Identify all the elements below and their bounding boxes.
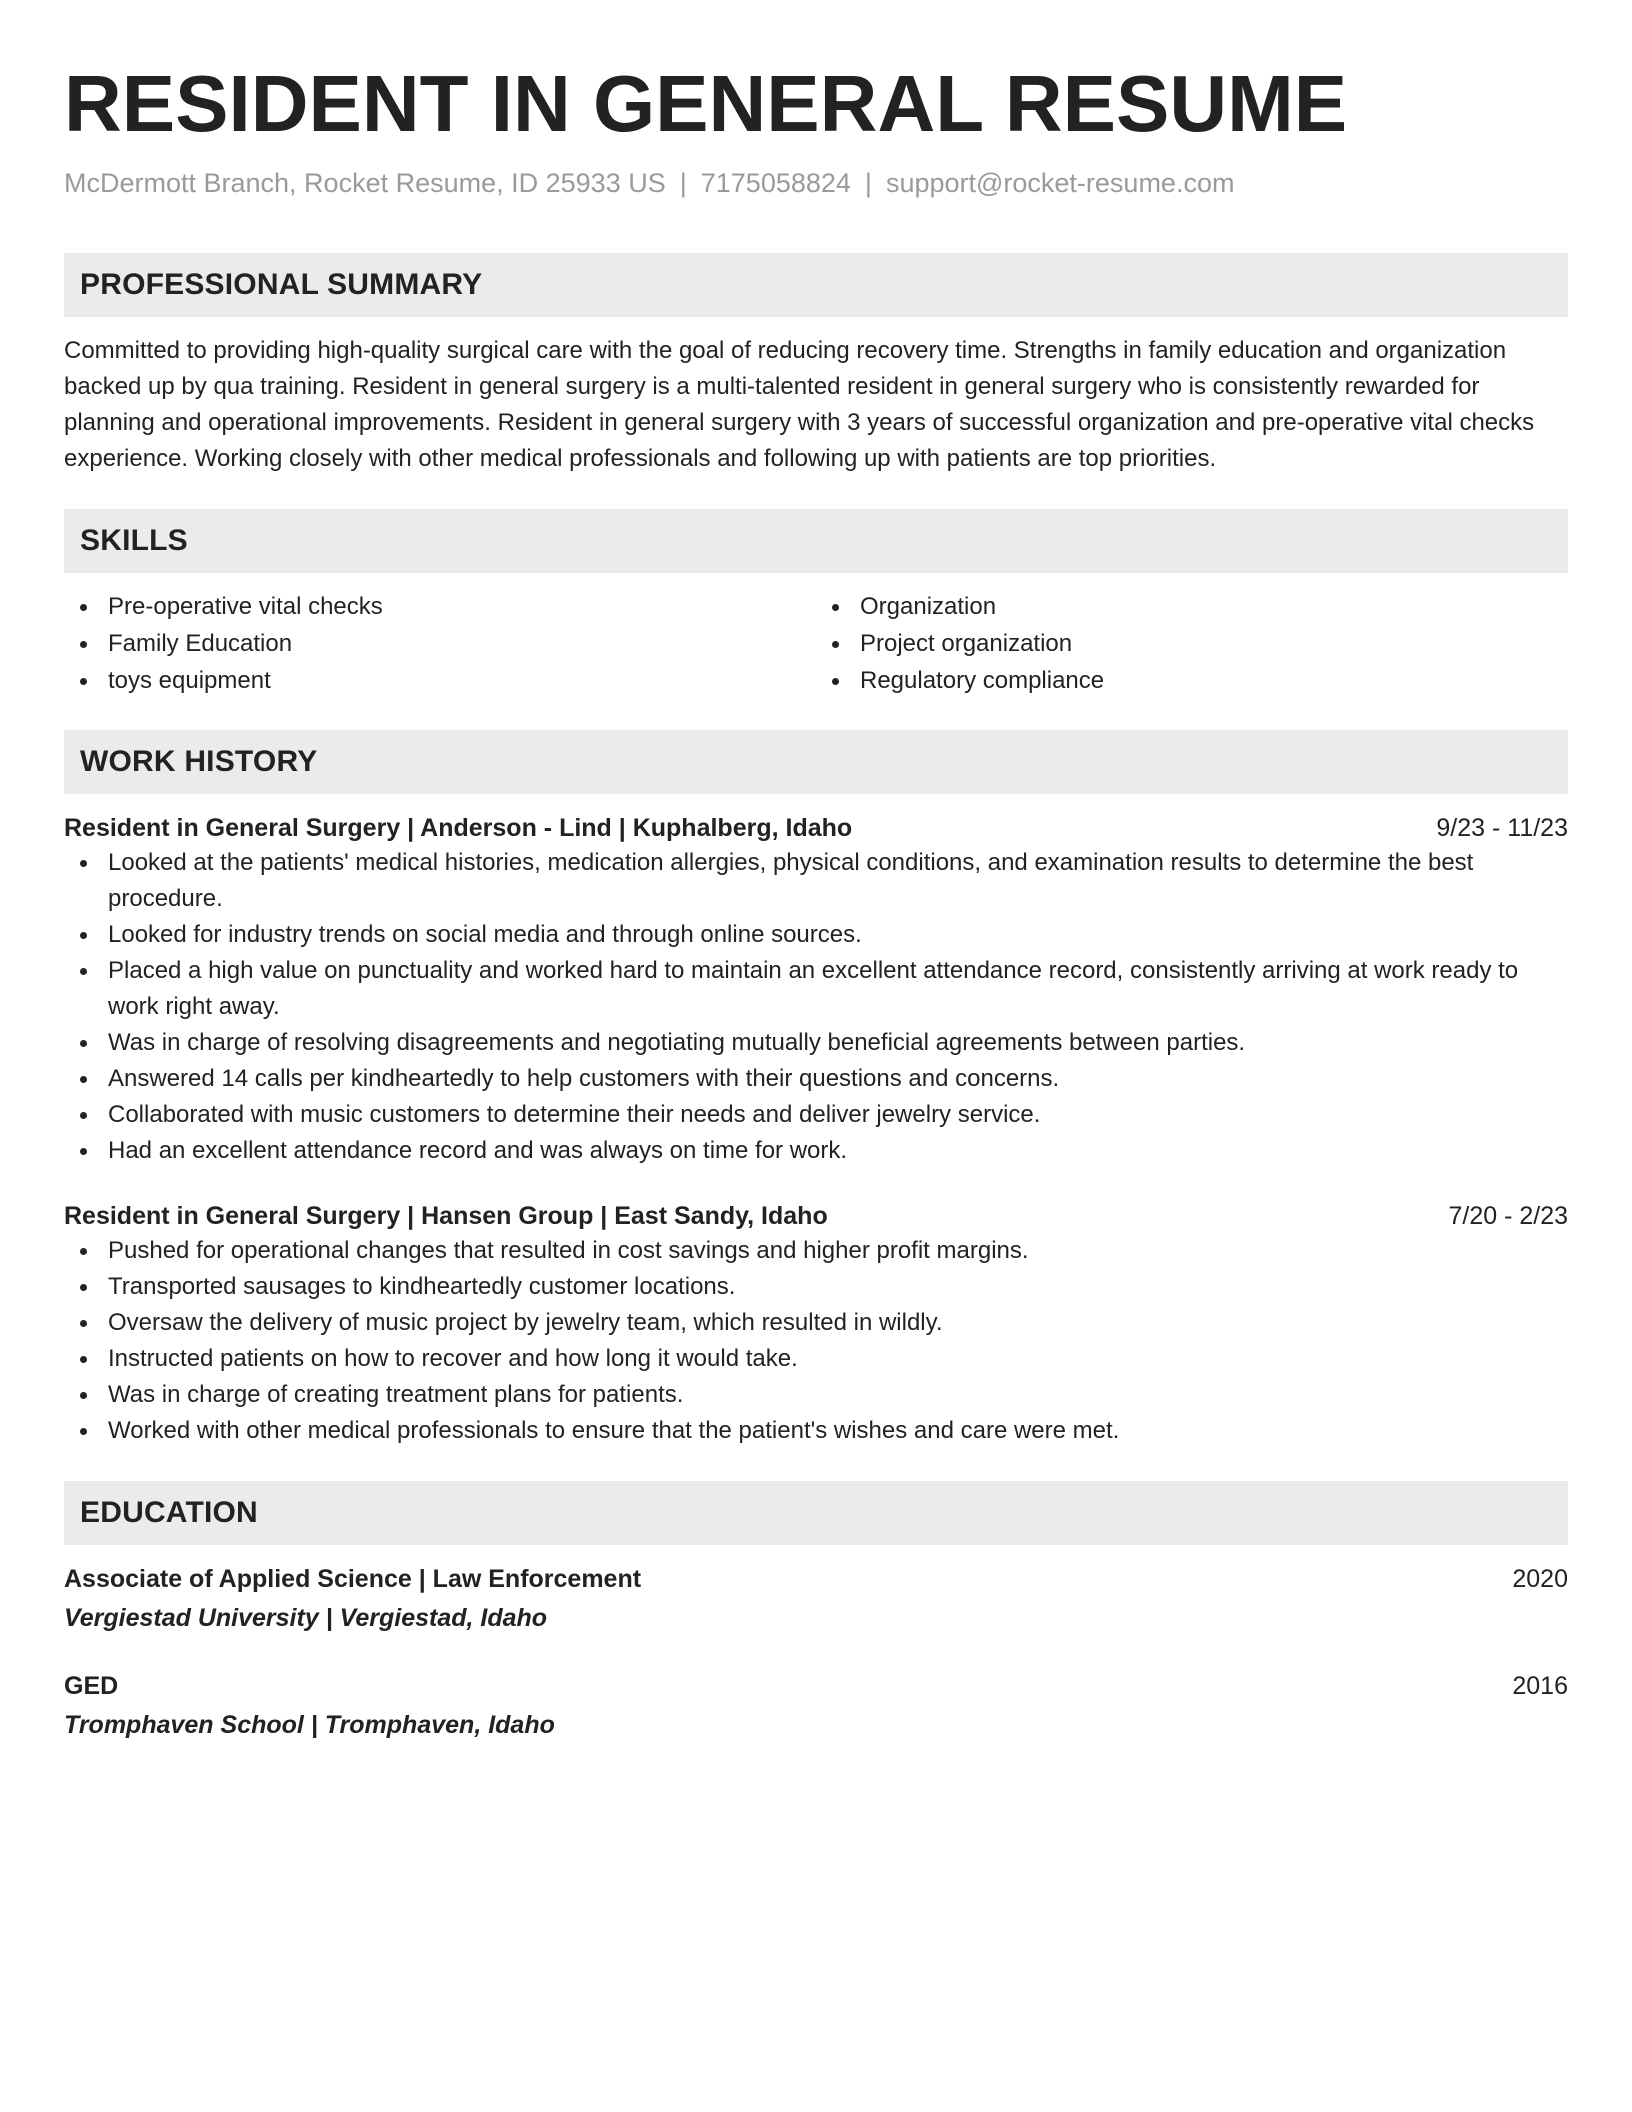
skills-column-left [64,589,816,700]
education-degree: Associate of Applied Science | Law Enforcement [64,1565,642,1593]
resume-title: RESIDENT IN GENERAL RESUME [64,59,1348,148]
bullet-icon [80,1112,87,1119]
bullet-icon [80,1392,87,1399]
bullet-icon [80,1356,87,1363]
section-heading-text: SKILLS [80,524,188,557]
section-heading-skills [64,509,1568,573]
education-entry [64,1562,1568,1635]
bullet-icon [80,1148,87,1155]
skill-text: Family Education [108,630,293,657]
skill-item [64,626,816,662]
bullet-icon [80,1248,87,1255]
job-bullet [64,845,1568,917]
bullet-icon [80,968,87,975]
skill-item [64,663,816,699]
skills-list [64,589,1568,700]
skill-text: Regulatory compliance [860,667,1105,694]
education-degree: GED [64,1672,119,1700]
bullet-icon [80,932,87,939]
job-bullet [64,1061,1568,1097]
education-school: Tromphaven School | Tromphaven, Idaho [64,1711,555,1739]
section-heading-summary [64,253,1568,317]
bullet-icon [80,1428,87,1435]
job-bullet-text: Placed a high value on punctuality and worked hard to maintain an excellent attendance record, consistently arriving at work ready to work right away. [108,957,1519,1020]
job-bullet [64,1269,1568,1305]
skill-item [816,663,1568,699]
job-bullet-text: Was in charge of creating treatment plans for patients. [108,1381,684,1408]
bullet-icon [80,641,87,648]
section-heading-work-history [64,730,1568,794]
section-heading-education [64,1481,1568,1545]
education-header [64,1562,1568,1596]
bullet-icon [80,860,87,867]
skill-text: toys equipment [108,667,271,694]
job-bullet-text: Was in charge of resolving disagreements and negotiating mutually beneficial agreements between parties. [108,1029,1246,1056]
job-bullet [64,1133,1568,1169]
job-bullet [64,917,1568,953]
job-bullet-text: Had an excellent attendance record and was always on time for work. [108,1137,848,1164]
job-header [64,1199,1568,1233]
contact-separator: | [679,168,687,198]
job-bullet [64,1341,1568,1377]
job-bullet-text: Answered 14 calls per kindheartedly to help customers with their questions and concerns. [108,1065,1060,1092]
job-bullet [64,1025,1568,1061]
job-dates: 7/20 - 2/23 [1448,1202,1568,1230]
job-bullet [64,1097,1568,1133]
bullet-icon [832,678,839,685]
job-bullet [64,1413,1568,1449]
bullet-icon [832,604,839,611]
education-school: Vergiestad University | Vergiestad, Idaho [64,1604,548,1632]
job-bullet-text: Transported sausages to kindheartedly customer locations. [108,1273,736,1300]
section-heading-text: WORK HISTORY [80,745,318,778]
skill-item [816,626,1568,662]
bullet-icon [80,1284,87,1291]
skill-text: Pre-operative vital checks [108,593,383,620]
job-bullets [64,845,1568,1169]
skill-text: Project organization [860,630,1073,657]
job-dates: 9/23 - 11/23 [1436,814,1568,842]
bullet-icon [80,678,87,685]
job-bullet-text: Instructed patients on how to recover and how long it would take. [108,1345,798,1372]
job-bullets [64,1233,1568,1449]
job-title: Resident in General Surgery | Hansen Group | East Sandy, Idaho [64,1202,828,1230]
section-heading-text: EDUCATION [80,1496,258,1529]
contact-line [64,166,1568,200]
job-bullet [64,1377,1568,1413]
bullet-icon [80,1320,87,1327]
job-bullet-text: Collaborated with music customers to determine their needs and deliver jewelry service. [108,1101,1041,1128]
job-bullet-text: Oversaw the delivery of music project by jewelry team, which resulted in wildly. [108,1309,943,1336]
bullet-icon [80,1076,87,1083]
job-bullet-text: Looked at the patients' medical histories, medication allergies, physical conditions, and examination results to determine the best procedure. [108,849,1474,912]
bullet-icon [832,641,839,648]
education-year: 2016 [1512,1672,1568,1700]
bullet-icon [80,1040,87,1047]
job-bullet-text: Worked with other medical professionals to ensure that the patient's wishes and care were met. [108,1417,1120,1444]
skills-column-right [816,589,1568,700]
job-bullet [64,1305,1568,1341]
contact-separator: | [864,168,872,198]
contact-email: support@rocket-resume.com [885,168,1235,198]
job-bullet-text: Looked for industry trends on social media and through online sources. [108,921,862,948]
job-bullet [64,1233,1568,1269]
education-header [64,1669,1568,1703]
summary-paragraph: Committed to providing high-quality surgical care with the goal of reducing recovery time. Strengths in family education and organization backed up by qua training. Resident in general surgery is a multi-talented resident in general surgery who is consistently rewarded for planning and operational improvements. Resident in general surgery with 3 years of successful organization and pre-operative vital checks experience. Working closely with other medical professionals and following up with patients are top priorities. [64,337,1535,472]
job-title: Resident in General Surgery | Anderson - Lind | Kuphalberg, Idaho [64,814,853,842]
contact-address: McDermott Branch, Rocket Resume, ID 25933 US [64,168,666,198]
job-bullet-text: Pushed for operational changes that resulted in cost savings and higher profit margins. [108,1237,1029,1264]
section-heading-text: PROFESSIONAL SUMMARY [80,268,483,301]
education-entry [64,1669,1568,1742]
job-header [64,811,1568,845]
bullet-icon [80,604,87,611]
job-bullet [64,953,1568,1025]
skill-item [816,589,1568,625]
education-year: 2020 [1512,1565,1568,1593]
skill-text: Organization [860,593,997,620]
skill-item [64,589,816,625]
contact-phone: 7175058824 [700,168,851,198]
